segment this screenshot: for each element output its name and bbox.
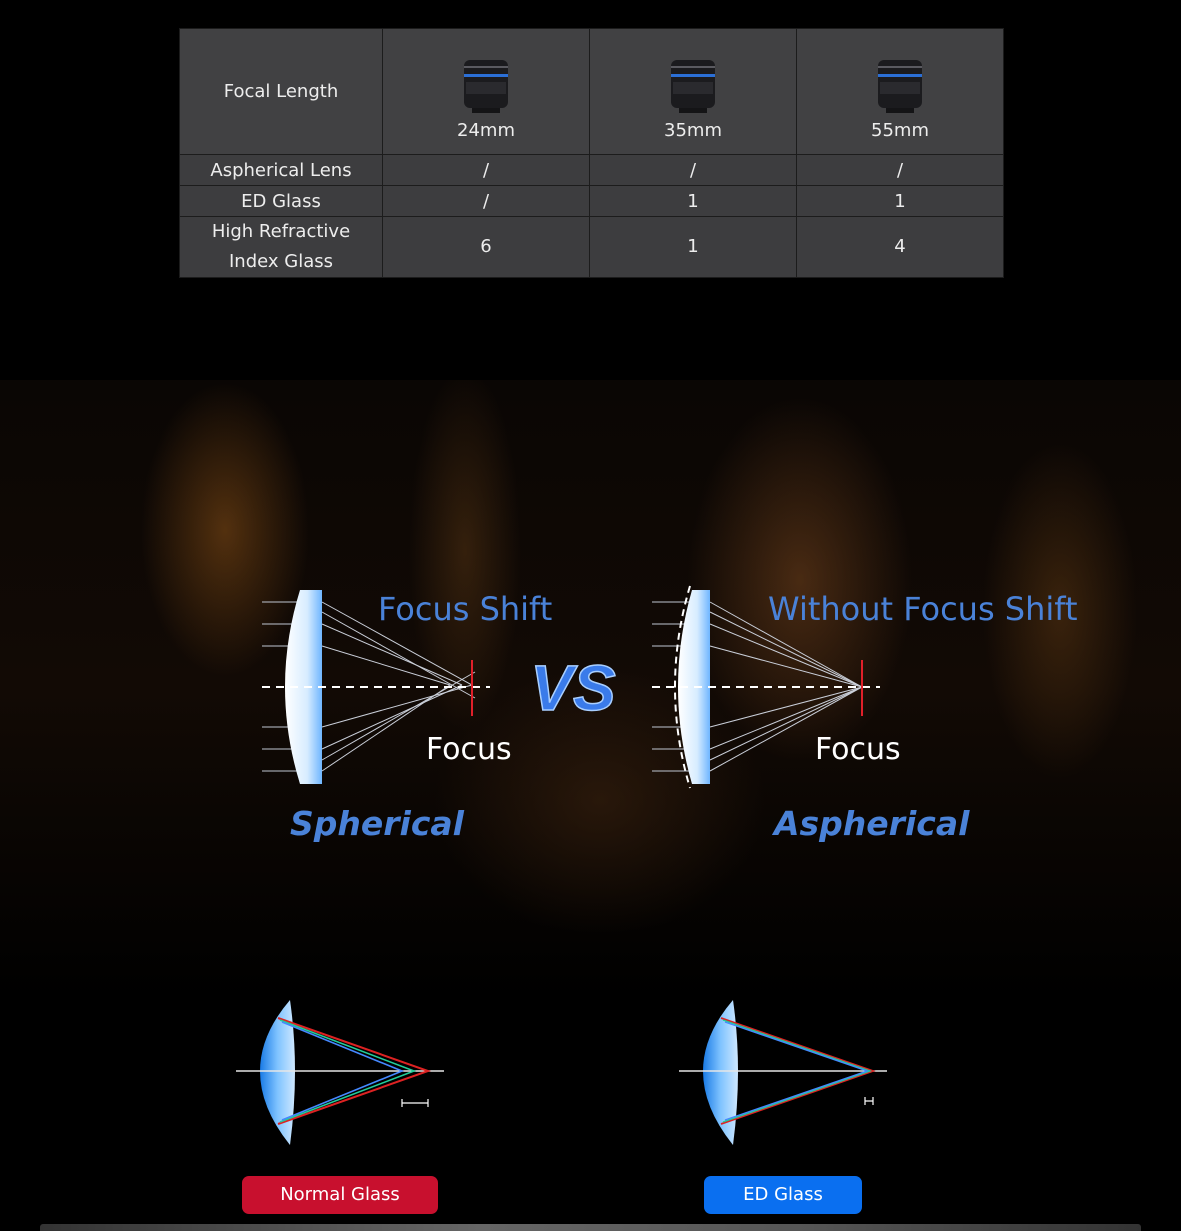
table-row xyxy=(180,155,1004,186)
focus-label: Focus xyxy=(426,732,512,767)
focal-length-header: Focal Length xyxy=(180,29,383,155)
table-cell: / xyxy=(383,186,590,217)
normal-glass-diagram xyxy=(236,1000,444,1145)
ed-glass-label: ED Glass xyxy=(704,1176,862,1214)
table-cell: 4 xyxy=(797,217,1004,278)
glass-dispersion-diagrams xyxy=(0,990,1181,1170)
lens-column-35mm xyxy=(590,29,797,155)
focus-shift-heading: Focus Shift xyxy=(378,590,553,628)
table-cell: 1 xyxy=(590,186,797,217)
lens-column-24mm xyxy=(383,29,590,155)
vs-label: VS xyxy=(530,652,616,724)
focal-label: 55mm xyxy=(871,120,929,141)
lens-icon xyxy=(460,58,512,114)
row-label-line: Index Glass xyxy=(228,251,333,272)
row-label-line: High Refractive xyxy=(211,221,351,242)
table-row xyxy=(180,186,1004,217)
focal-label: 35mm xyxy=(664,120,722,141)
lens-comparison-hero xyxy=(0,380,1181,1000)
table-cell: 1 xyxy=(590,217,797,278)
spherical-vs-aspherical-diagram xyxy=(0,380,1181,1000)
ed-glass-diagram xyxy=(679,1000,887,1145)
lens-icon xyxy=(874,58,926,114)
aspherical-label: Aspherical xyxy=(774,804,970,843)
spherical-label: Spherical xyxy=(290,804,464,843)
row-label xyxy=(180,217,383,278)
table-cell: / xyxy=(590,155,797,186)
focal-spread-marker xyxy=(865,1097,873,1105)
table-header-row xyxy=(180,29,1004,155)
focal-spread-marker xyxy=(402,1099,428,1107)
row-label: Aspherical Lens xyxy=(180,155,383,186)
next-section-edge xyxy=(40,1224,1141,1231)
normal-glass-label: Normal Glass xyxy=(242,1176,438,1214)
table-cell: / xyxy=(797,155,1004,186)
table-cell: 6 xyxy=(383,217,590,278)
lens-spec-table xyxy=(179,28,1004,278)
table-cell: 1 xyxy=(797,186,1004,217)
lens-icon xyxy=(667,58,719,114)
lens-column-55mm xyxy=(797,29,1004,155)
focus-label: Focus xyxy=(815,732,901,767)
table-row xyxy=(180,217,1004,278)
without-focus-shift-heading: Without Focus Shift xyxy=(768,590,1078,628)
focal-label: 24mm xyxy=(457,120,515,141)
row-label: ED Glass xyxy=(180,186,383,217)
table-cell: / xyxy=(383,155,590,186)
